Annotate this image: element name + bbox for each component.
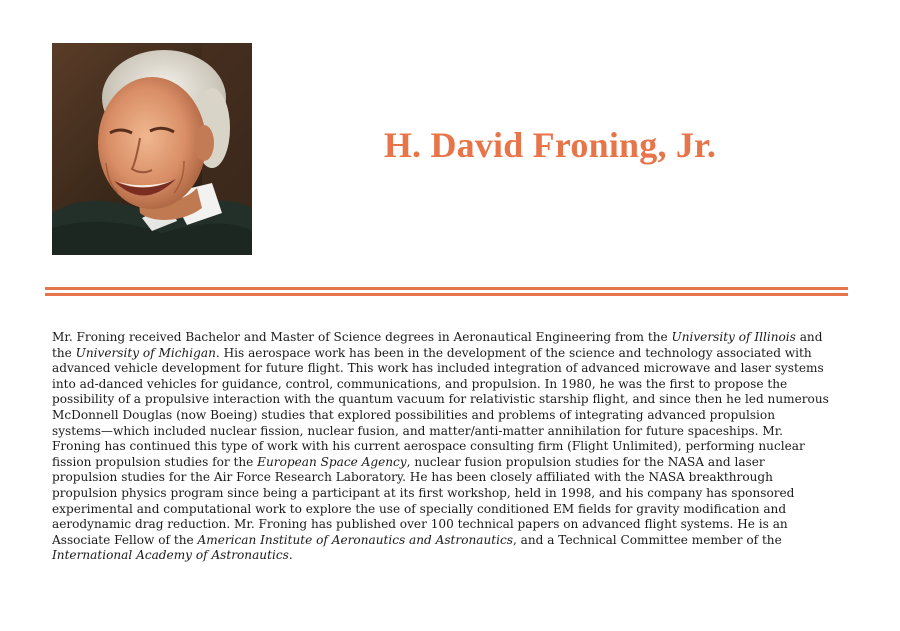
bio-text: Associate Fellow of the (52, 532, 198, 547)
bio-line (52, 408, 850, 424)
bio-italic-text: European Space Agency (257, 454, 407, 469)
bio-text: McDonnell Douglas (now Boeing) studies that explored possibilities and problems of integrating advanced propulsion (52, 407, 775, 422)
bio-line (52, 377, 850, 393)
portrait-image (52, 43, 252, 255)
bio-italic-text: American Institute of Aeronautics and Astronautics (197, 532, 513, 547)
bio-line (52, 392, 850, 408)
bio-italic-text: University of Michigan (75, 345, 216, 360)
bio-text: . (288, 548, 293, 563)
bio-line (52, 439, 850, 455)
bio-line (52, 486, 850, 502)
bio-text: fission propulsion studies for the (52, 454, 258, 469)
bio-line (52, 470, 850, 486)
person-name: H. David Froning, Jr. (383, 125, 717, 165)
portrait-photo (52, 43, 252, 255)
bio-line (52, 502, 850, 518)
bio-text: into ad-danced vehicles for guidance, control, communications, and propulsion. In 1980, he was the first to propose the (52, 376, 788, 391)
bio-text: propulsion studies for the Air Force Research Laboratory. He has been closely affiliated with the NASA breakthrough (52, 470, 773, 485)
divider-line-top (45, 287, 848, 290)
biography-text (52, 330, 850, 564)
bio-line (52, 346, 850, 362)
bio-line (52, 517, 850, 533)
bio-text: the (52, 345, 76, 360)
bio-text: Mr. Froning received Bachelor and Master of Science degrees in Aeronautical Engineering from the (52, 330, 672, 344)
bio-text: propulsion physics program since being a participant at its first workshop, held in 1998, and his company has sponsored (52, 485, 795, 500)
bio-text: advanced vehicle development for future flight. This work has included integration of advanced microwave and laser systems (52, 361, 824, 376)
bio-line (52, 548, 850, 564)
bio-italic-text: International Academy of Astronautics (52, 548, 289, 563)
bio-italic-text: University of Illinois (671, 330, 796, 344)
bio-text: experimental and computational work to explore the use of specially conditioned EM fields for gravity modification and (52, 501, 787, 516)
bio-text: Froning has continued this type of work with his current aerospace consulting firm (Flight Unlimited), performing nuclear (52, 439, 805, 454)
bio-line (52, 455, 850, 471)
bio-text: , nuclear fusion propulsion studies for the NASA and laser (406, 454, 765, 469)
bio-line (52, 424, 850, 440)
bio-line (52, 533, 850, 549)
bio-text: aerodynamic drag reduction. Mr. Froning has published over 100 technical papers on advanced flight systems. He is an (52, 517, 788, 532)
bio-text: systems—which included nuclear fission, nuclear fusion, and matter/anti-matter annihilation for future spaceships. Mr. (52, 423, 784, 438)
bio-text: , and a Technical Committee member of the (512, 532, 782, 547)
bio-line (52, 361, 850, 377)
bio-text: possibility of a propulsive interaction with the quantum vacuum for relativistic starship flight, and since then he led numerous (52, 392, 829, 407)
bio-text: . His aerospace work has been in the development of the science and technology associated with (215, 345, 812, 360)
bio-line (52, 330, 850, 346)
bio-text: and (795, 330, 823, 344)
divider-line-bottom (45, 293, 848, 296)
